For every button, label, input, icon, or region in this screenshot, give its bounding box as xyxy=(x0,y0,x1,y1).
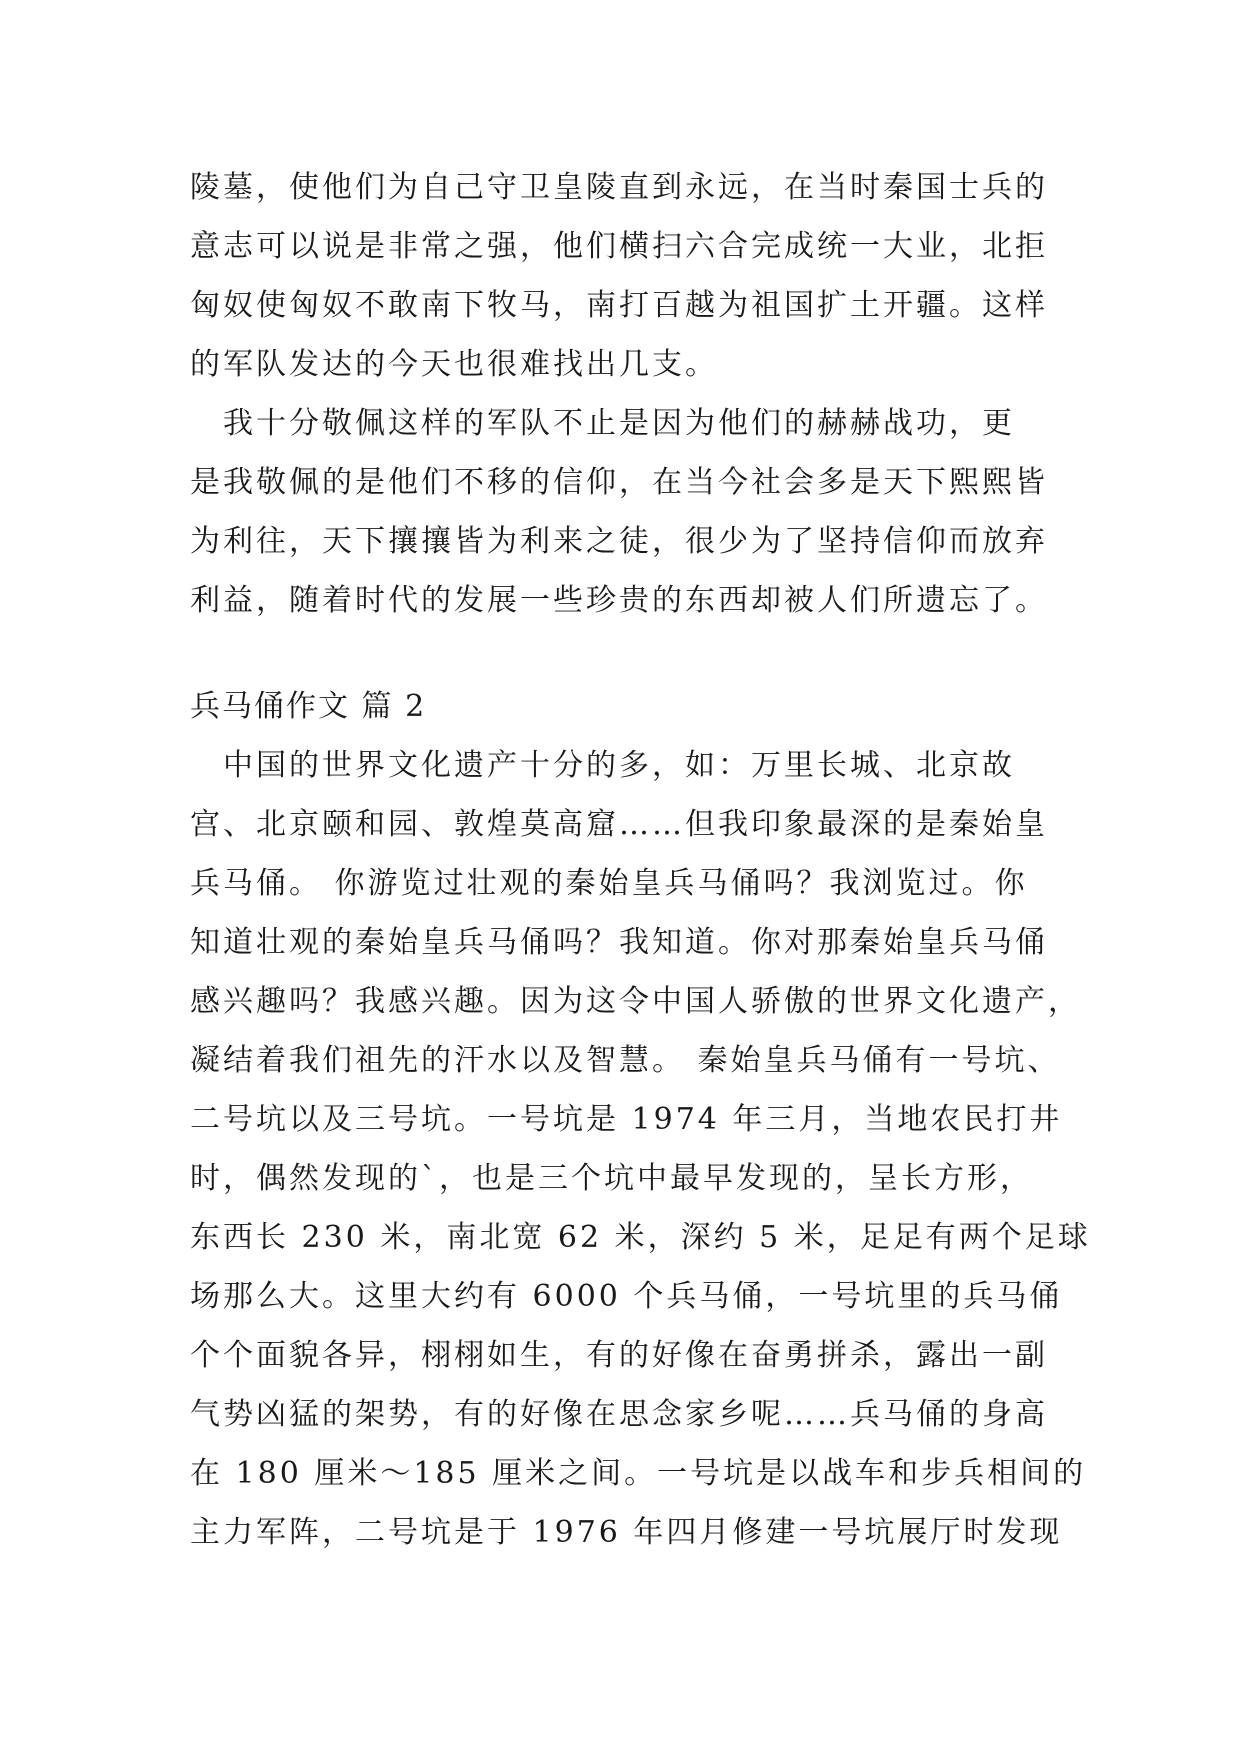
paragraph-3-line-11: 个个面貌各异，栩栩如生，有的好像在奋勇拼杀，露出一副 xyxy=(190,1338,1048,1373)
paragraph-2-line-4: 利益，随着时代的发展一些珍贵的东西却被人们所遗忘了。 xyxy=(190,583,1048,618)
paragraph-3-line-13: 在 180 厘米～185 厘米之间。一号坑是以战车和步兵相间的 xyxy=(190,1456,1087,1491)
paragraph-1-line-2: 意志可以说是非常之强，他们横扫六合完成统一大业，北拒 xyxy=(190,229,1048,264)
paragraph-3-line-5: 感兴趣吗？我感兴趣。因为这令中国人骄傲的世界文化遗产， xyxy=(190,984,1081,1019)
paragraph-3-line-4: 知道壮观的秦始皇兵马俑吗？我知道。你对那秦始皇兵马俑 xyxy=(190,925,1048,960)
paragraph-3-line-2: 宫、北京颐和园、敦煌莫高窟……但我印象最深的是秦始皇 xyxy=(190,807,1048,842)
paragraph-1-line-3: 匈奴使匈奴不敢南下牧马，南打百越为祖国扩土开疆。这样 xyxy=(190,288,1048,323)
paragraph-3-line-9: 东西长 230 米，南北宽 62 米，深约 5 米，足足有两个足球 xyxy=(190,1220,1091,1255)
paragraph-2-line-2: 是我敬佩的是他们不移的信仰，在当今社会多是天下熙熙皆 xyxy=(190,465,1048,500)
paragraph-1-line-4: 的军队发达的今天也很难找出几支。 xyxy=(190,347,718,382)
paragraph-3-line-1: 中国的世界文化遗产十分的多，如：万里长城、北京故 xyxy=(190,748,1015,783)
paragraph-3-line-12: 气势凶猛的架势，有的好像在思念家乡呢……兵马俑的身高 xyxy=(190,1397,1048,1432)
paragraph-3-line-3: 兵马俑。 你游览过壮观的秦始皇兵马俑吗？我浏览过。你 xyxy=(190,866,1028,901)
paragraph-2-line-3: 为利往，天下攘攘皆为利来之徒，很少为了坚持信仰而放弃 xyxy=(190,524,1048,559)
paragraph-2-line-1: 我十分敬佩这样的军队不止是因为他们的赫赫战功，更 xyxy=(190,406,1015,441)
paragraph-3-line-7: 二号坑以及三号坑。一号坑是 1974 年三月，当地农民打井 xyxy=(190,1102,1063,1137)
paragraph-3-line-6: 凝结着我们祖先的汗水以及智慧。 秦始皇兵马俑有一号坑、 xyxy=(190,1043,1061,1078)
paragraph-3-line-8: 时，偶然发现的`，也是三个坑中最早发现的，呈长方形， xyxy=(190,1161,1033,1196)
section-heading: 兵马俑作文 篇 2 xyxy=(190,689,427,724)
paragraph-1-line-1: 陵墓，使他们为自己守卫皇陵直到永远，在当时秦国士兵的 xyxy=(190,170,1048,205)
paragraph-3-line-14: 主力军阵，二号坑是于 1976 年四月修建一号坑展厅时发现 xyxy=(190,1515,1063,1550)
paragraph-3-line-10: 场那么大。这里大约有 6000 个兵马俑，一号坑里的兵马俑 xyxy=(190,1279,1063,1314)
